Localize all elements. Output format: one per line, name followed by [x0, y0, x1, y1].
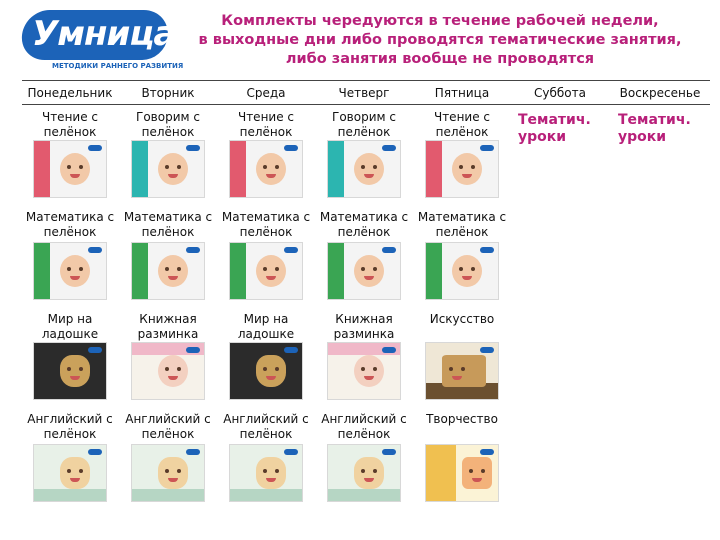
- box-logo-mini: [284, 145, 298, 151]
- box-face: [354, 355, 384, 387]
- course-box-image: [327, 140, 401, 198]
- course-box-image: [327, 342, 401, 400]
- box-face: [158, 355, 188, 387]
- course-label: Чтение с пелёнок: [237, 110, 295, 139]
- box-band: [34, 141, 50, 197]
- course-box-image: [33, 140, 107, 198]
- course-box-image: [229, 242, 303, 300]
- course-box-image: [425, 342, 499, 400]
- title-line-1: Комплекты чередуются в течение рабочей недели,: [221, 13, 659, 29]
- box-face: [256, 457, 286, 489]
- course-box-image: [229, 342, 303, 400]
- box-face: [462, 457, 492, 489]
- box-face: [60, 457, 90, 489]
- box-face: [60, 153, 90, 185]
- logo-tagline: МЕТОДИКИ РАННЕГО РАЗВИТИЯ: [52, 62, 184, 70]
- box-logo-mini: [88, 145, 102, 151]
- box-logo-mini: [382, 145, 396, 151]
- logo-wordmark: Умница: [32, 14, 176, 54]
- course-label: Мир на ладошке: [41, 312, 99, 341]
- course-box-image: [33, 342, 107, 400]
- box-logo-mini: [480, 347, 494, 353]
- box-face: [452, 255, 482, 287]
- course-label: Английский с пелёнок: [27, 412, 113, 441]
- box-face: [354, 255, 384, 287]
- course-label: Английский с пелёнок: [321, 412, 407, 441]
- box-logo-mini: [88, 449, 102, 455]
- course-box-image: [33, 444, 107, 502]
- course-label: Книжная разминка: [137, 312, 199, 341]
- box-face: [442, 355, 486, 387]
- header-top-rule: [22, 80, 710, 81]
- box-band: [328, 489, 401, 502]
- course-label: Математика с пелёнок: [319, 210, 409, 239]
- course-box-image: [327, 242, 401, 300]
- box-logo-mini: [186, 247, 200, 253]
- course-box-image: [131, 444, 205, 502]
- course-box-image: [131, 242, 205, 300]
- box-logo-mini: [382, 347, 396, 353]
- box-band: [426, 243, 442, 299]
- box-logo-mini: [186, 449, 200, 455]
- box-band: [132, 141, 148, 197]
- box-logo-mini: [88, 247, 102, 253]
- course-label: Английский с пелёнок: [125, 412, 211, 441]
- box-band: [230, 243, 246, 299]
- box-band: [132, 489, 205, 502]
- day-header-tuesday: Вторник: [141, 86, 195, 100]
- box-logo-mini: [284, 247, 298, 253]
- title-line-2: в выходные дни либо проводятся тематические занятия,: [198, 32, 682, 48]
- box-face: [256, 355, 286, 387]
- course-box-image: [229, 140, 303, 198]
- box-face: [256, 153, 286, 185]
- day-header-thursday: Четверг: [338, 86, 390, 100]
- course-box-image: [131, 140, 205, 198]
- box-band: [426, 141, 442, 197]
- box-band: [34, 243, 50, 299]
- course-label: Математика с пелёнок: [417, 210, 507, 239]
- day-header-saturday: Суббота: [534, 86, 586, 100]
- day-header-monday: Понедельник: [27, 86, 113, 100]
- box-face: [354, 153, 384, 185]
- umnitsa-logo: [22, 10, 184, 72]
- box-logo-mini: [88, 347, 102, 353]
- course-box-image: [229, 444, 303, 502]
- course-box-image: [425, 140, 499, 198]
- course-label: Творчество: [426, 412, 498, 426]
- course-label: Чтение с пелёнок: [433, 110, 491, 139]
- day-header-wednesday: Среда: [246, 86, 286, 100]
- box-face: [60, 355, 90, 387]
- course-label: Искусство: [429, 312, 495, 326]
- box-face: [158, 255, 188, 287]
- course-box-image: [425, 444, 499, 502]
- box-logo-mini: [480, 449, 494, 455]
- course-label: Математика с пелёнок: [25, 210, 115, 239]
- course-label: Чтение с пелёнок: [41, 110, 99, 139]
- box-face: [354, 457, 384, 489]
- box-logo-mini: [284, 347, 298, 353]
- box-face: [256, 255, 286, 287]
- course-box-image: [131, 342, 205, 400]
- box-logo-mini: [382, 449, 396, 455]
- course-label: Математика с пелёнок: [123, 210, 213, 239]
- box-band: [426, 445, 456, 501]
- box-face: [452, 153, 482, 185]
- course-label: Говорим с пелёнок: [332, 110, 396, 139]
- course-box-image: [425, 242, 499, 300]
- box-band: [132, 243, 148, 299]
- box-band: [34, 489, 107, 502]
- page-title: [190, 12, 690, 69]
- box-face: [158, 457, 188, 489]
- course-box-image: [33, 242, 107, 300]
- course-label: Английский с пелёнок: [223, 412, 309, 441]
- box-logo-mini: [186, 347, 200, 353]
- box-logo-mini: [480, 247, 494, 253]
- box-face: [158, 153, 188, 185]
- box-face: [60, 255, 90, 287]
- box-logo-mini: [186, 145, 200, 151]
- title-line-3: либо занятия вообще не проводятся: [285, 51, 595, 67]
- course-label: Мир на ладошке: [237, 312, 295, 341]
- sunday-themed-lessons: Тематич. уроки: [618, 112, 691, 145]
- course-label: Математика с пелёнок: [221, 210, 311, 239]
- box-band: [328, 141, 344, 197]
- saturday-themed-lessons: Тематич. уроки: [518, 112, 591, 145]
- box-band: [328, 243, 344, 299]
- box-logo-mini: [382, 247, 396, 253]
- course-label: Говорим с пелёнок: [136, 110, 200, 139]
- box-logo-mini: [480, 145, 494, 151]
- day-header-friday: Пятница: [434, 86, 490, 100]
- box-band: [230, 489, 303, 502]
- course-label: Книжная разминка: [333, 312, 395, 341]
- day-header-sunday: Воскресенье: [619, 86, 701, 100]
- header-bottom-rule: [22, 104, 710, 105]
- box-logo-mini: [284, 449, 298, 455]
- course-box-image: [327, 444, 401, 502]
- box-band: [230, 141, 246, 197]
